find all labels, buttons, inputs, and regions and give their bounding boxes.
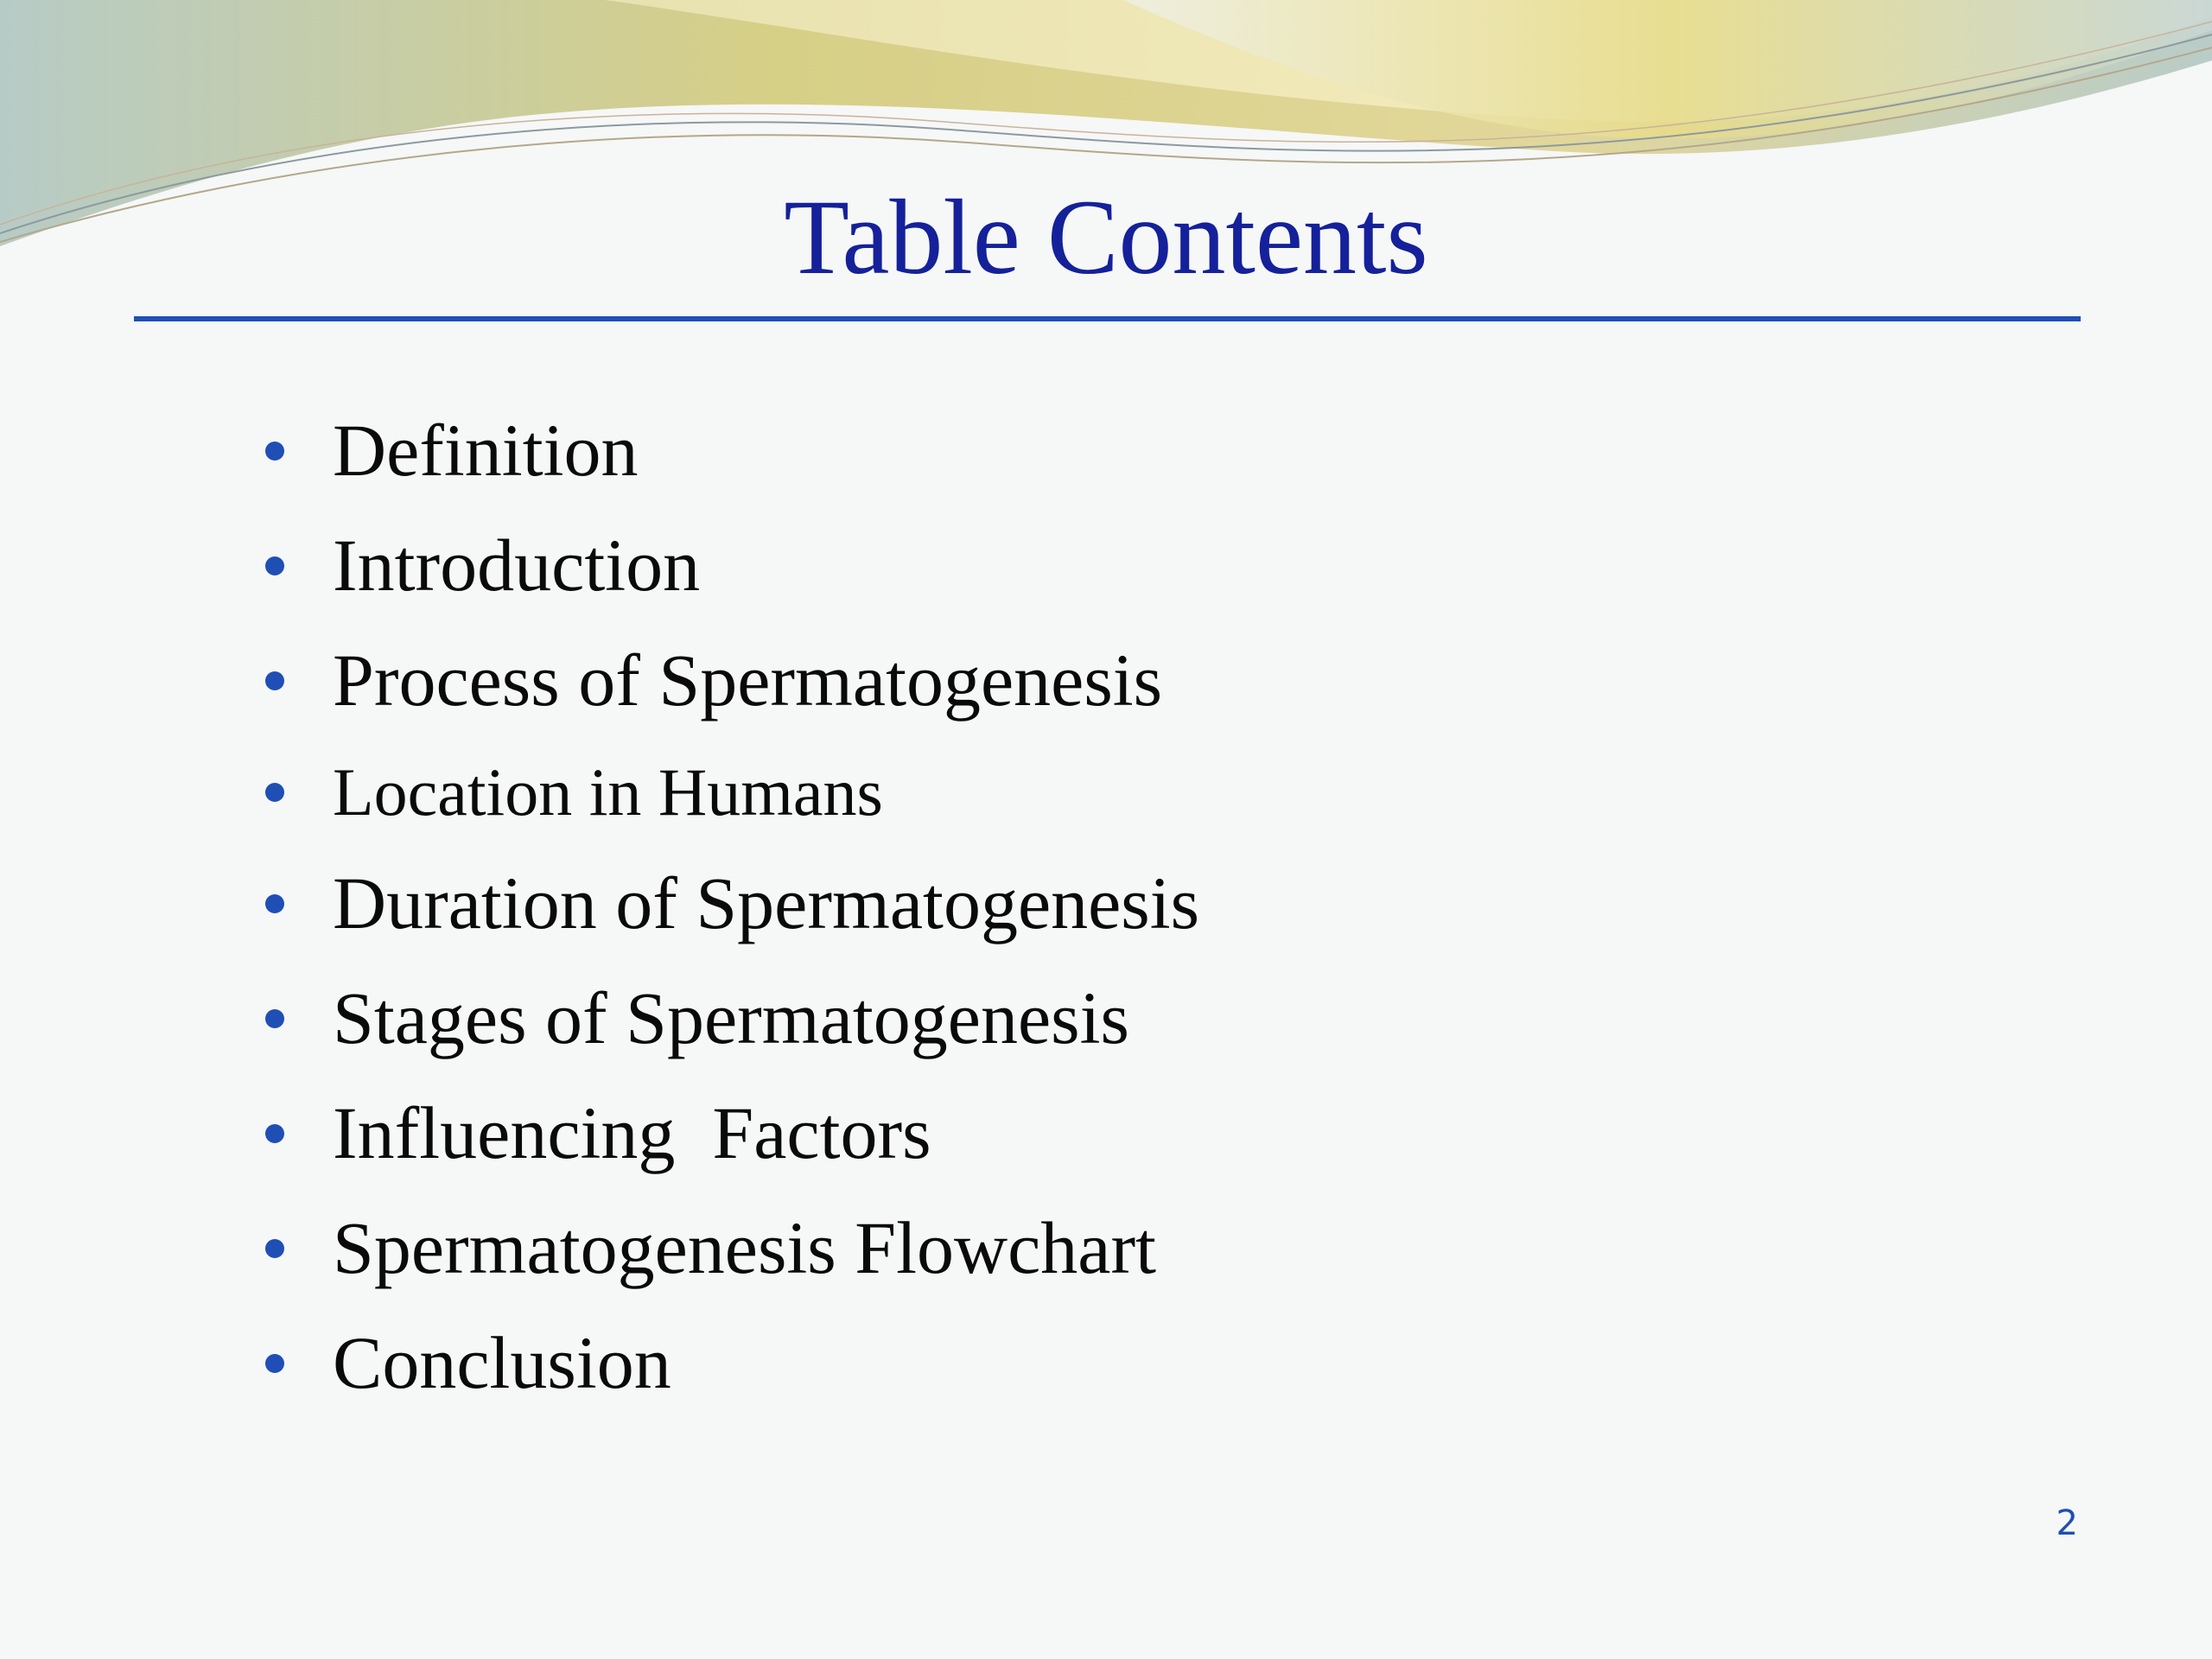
bullet-icon — [265, 1009, 284, 1028]
list-item — [255, 961, 1199, 1076]
contents-list — [255, 393, 1199, 1421]
list-item — [255, 1191, 1199, 1306]
title-underline — [134, 316, 2081, 321]
list-item-label: Location in Humans — [333, 754, 883, 830]
bullet-icon — [265, 1239, 284, 1258]
list-item — [255, 623, 1199, 738]
list-item-label: Stages of Spermatogenesis — [333, 976, 1129, 1059]
list-item — [255, 846, 1199, 961]
bullet-icon — [265, 783, 284, 802]
list-item-label: Duration of Spermatogenesis — [333, 861, 1200, 944]
list-item-label: Influencing Factors — [333, 1091, 931, 1174]
list-item — [255, 738, 1199, 846]
list-item-label: Definition — [333, 409, 639, 492]
bullet-icon — [265, 556, 284, 575]
bullet-icon — [265, 671, 284, 690]
list-item — [255, 1306, 1199, 1421]
list-item — [255, 1076, 1199, 1191]
bullet-icon — [265, 442, 284, 461]
slide-title: Table Contents — [784, 178, 1428, 296]
bullet-icon — [265, 894, 284, 913]
list-item-label: Introduction — [333, 524, 701, 607]
bullet-icon — [265, 1354, 284, 1373]
bullet-icon — [265, 1124, 284, 1143]
list-item — [255, 508, 1199, 623]
list-item-label: Process of Spermatogenesis — [333, 639, 1163, 721]
page-number: 2 — [2056, 1503, 2078, 1543]
list-item-label: Conclusion — [333, 1321, 671, 1404]
list-item — [255, 393, 1199, 508]
list-item-label: Spermatogenesis Flowchart — [333, 1206, 1156, 1289]
